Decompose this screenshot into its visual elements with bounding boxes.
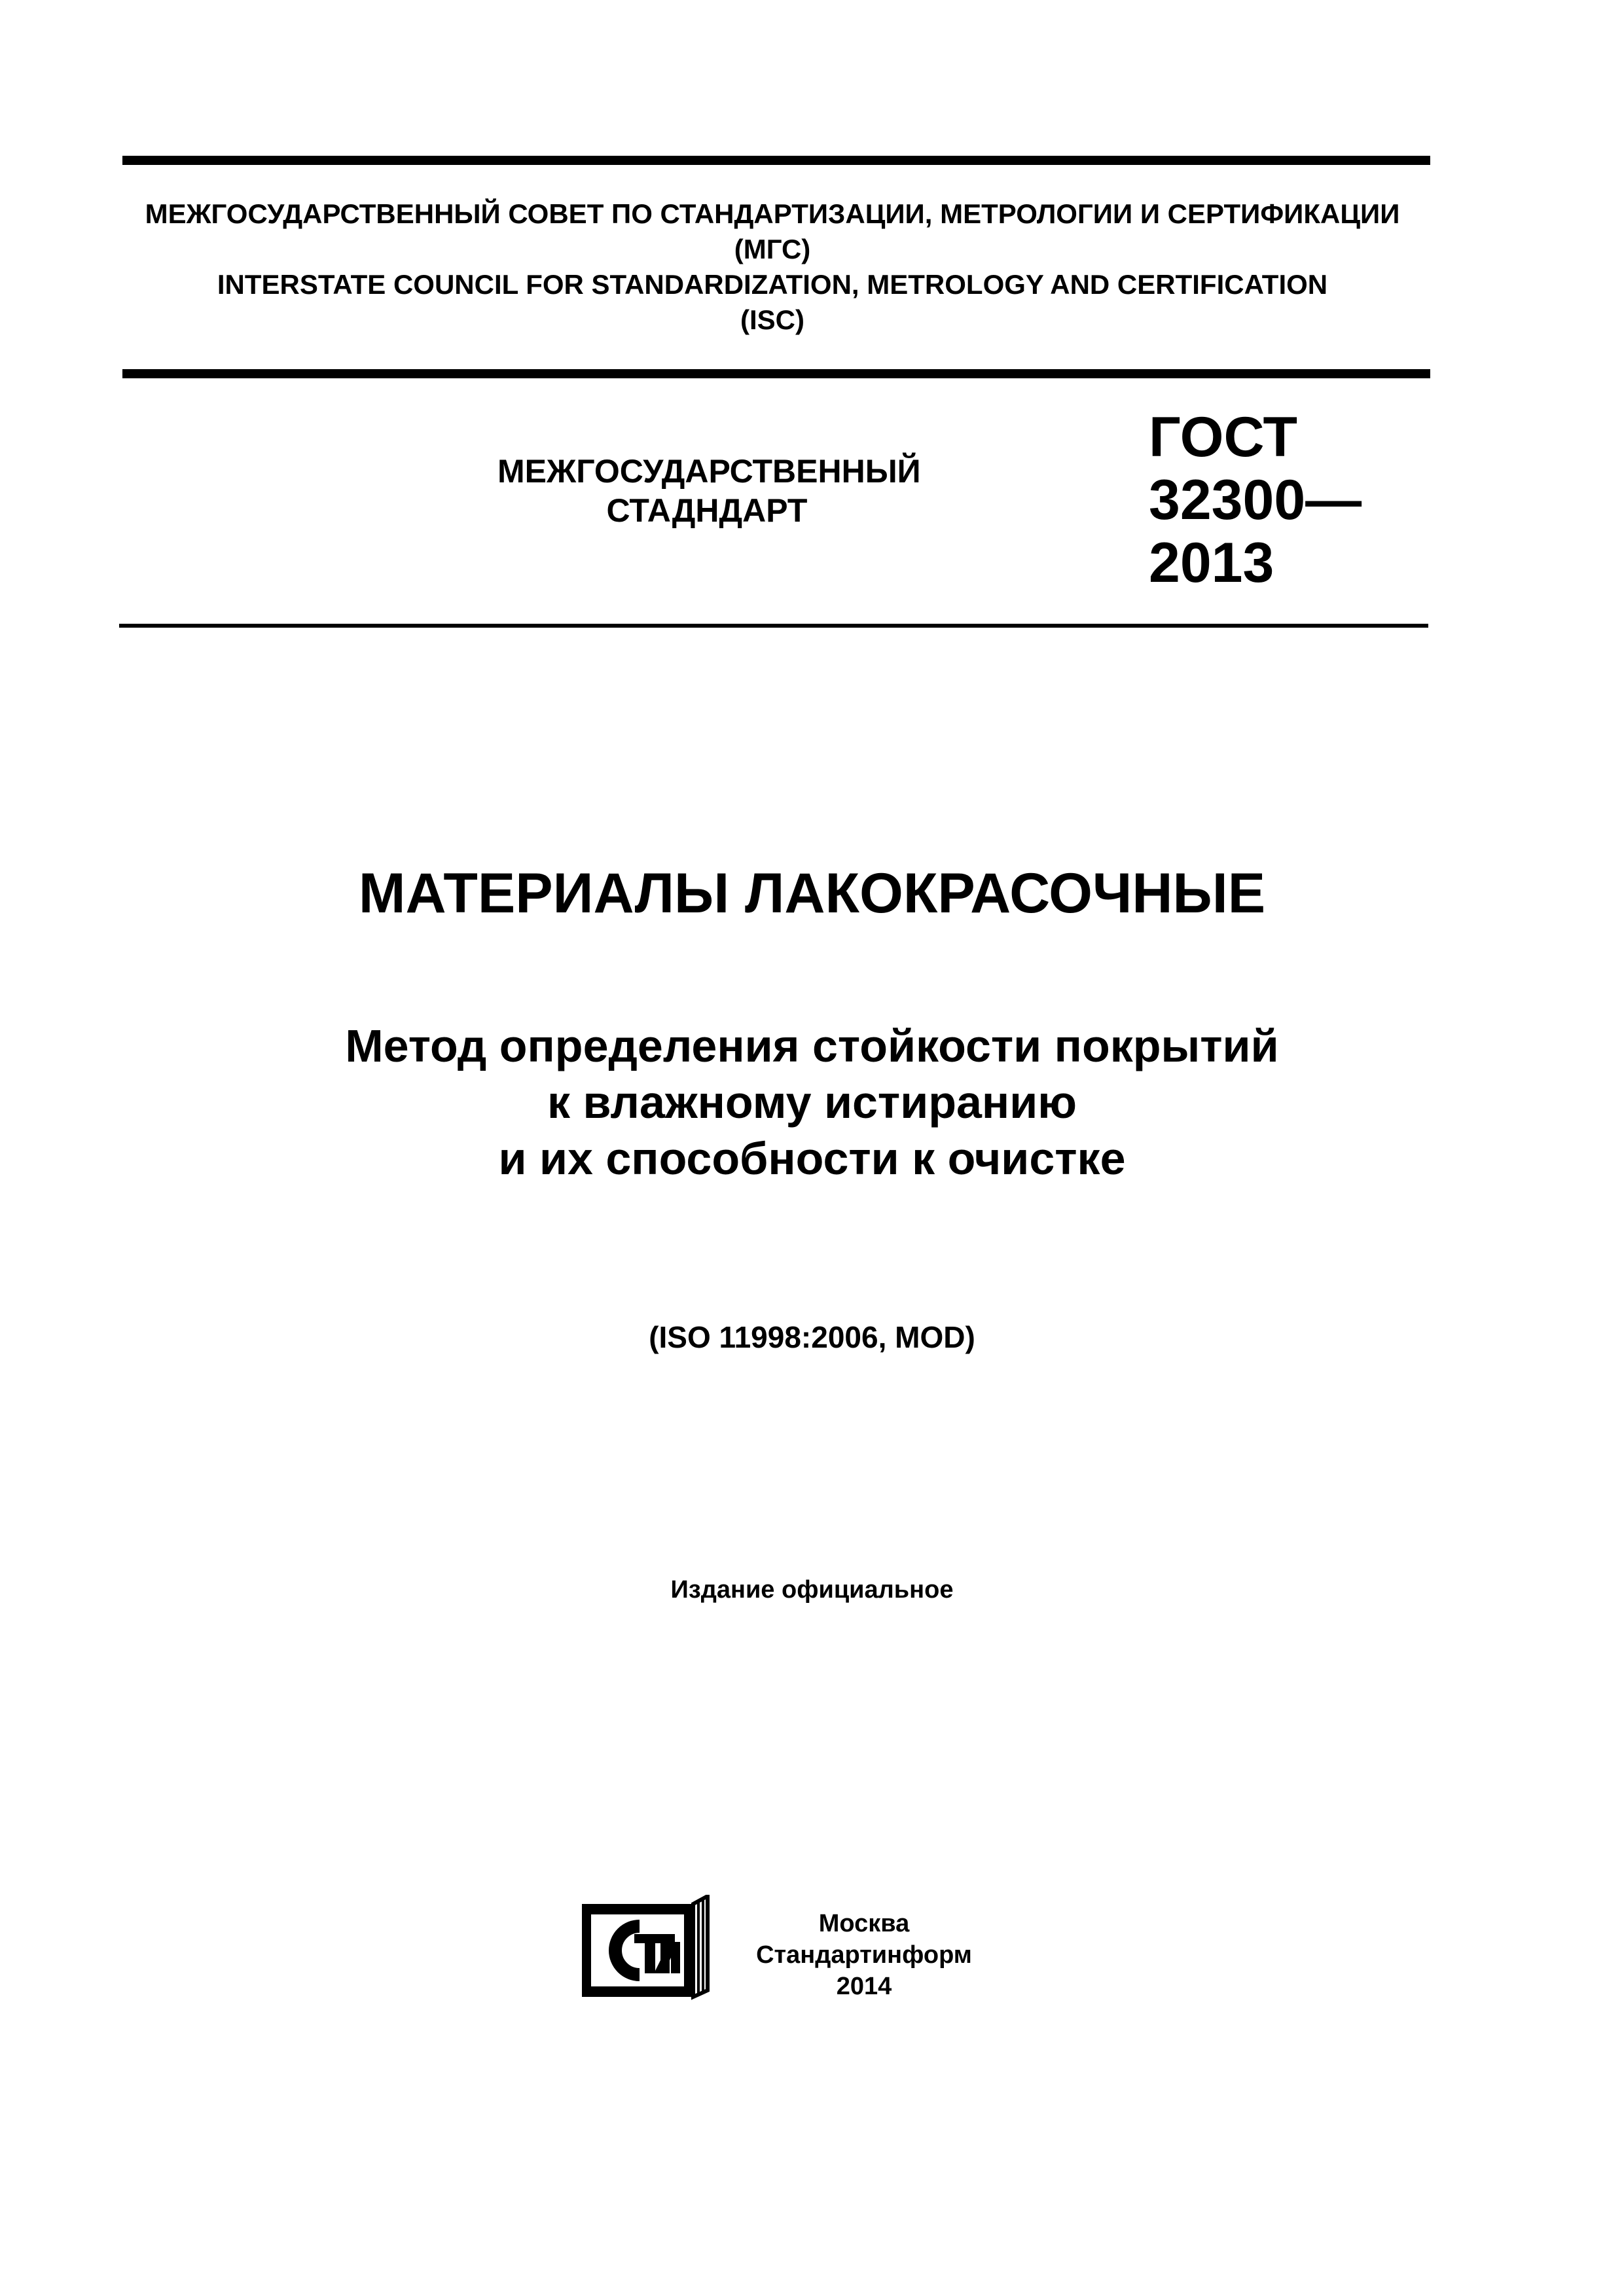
document-subtitle — [0, 1018, 1624, 1187]
council-name-en: INTERSTATE COUNCIL FOR STANDARDIZATION, METROLOGY AND CERTIFICATION — [217, 269, 1328, 300]
edition-note: Издание официальное — [670, 1576, 954, 1604]
standard-type — [497, 452, 921, 530]
subtitle-line3: и их способности к очистке — [498, 1133, 1126, 1184]
gost-number: 32300— — [1149, 469, 1362, 531]
publisher-year: 2014 — [836, 1973, 892, 2000]
standard-type-line1: МЕЖГОСУДАРСТВЕННЫЙ — [497, 453, 921, 490]
iso-reference: (ISO 11998:2006, MOD) — [649, 1320, 975, 1354]
council-name-ru: МЕЖГОСУДАРСТВЕННЫЙ СОВЕТ ПО СТАНДАРТИЗАЦИИ, МЕТРОЛОГИИ И СЕРТИФИКАЦИИ — [145, 198, 1400, 229]
publisher-name: Стандартинформ — [756, 1941, 972, 1969]
gost-designation — [1149, 406, 1362, 594]
subtitle-line1: Метод определения стойкости покрытий — [345, 1020, 1279, 1071]
document-title: МАТЕРИАЛЫ ЛАКОКРАСОЧНЫЕ — [358, 862, 1266, 925]
publisher-imprint — [733, 1908, 995, 2002]
council-header — [118, 196, 1427, 338]
council-abbr-ru: (МГС) — [734, 234, 811, 264]
top-rule — [122, 156, 1430, 165]
standard-type-line2: СТАДНДАРТ — [606, 492, 808, 529]
gost-year: 2013 — [1149, 531, 1274, 594]
council-abbr-en: (ISC) — [740, 304, 804, 335]
gost-label: ГОСТ — [1149, 406, 1298, 469]
header-divider-rule — [122, 369, 1430, 378]
subtitle-line2: к влажному истиранию — [547, 1077, 1077, 1128]
stin-publisher-logo-icon — [579, 1895, 710, 2006]
publisher-city: Москва — [818, 1910, 910, 1937]
designation-bottom-rule — [119, 624, 1428, 628]
